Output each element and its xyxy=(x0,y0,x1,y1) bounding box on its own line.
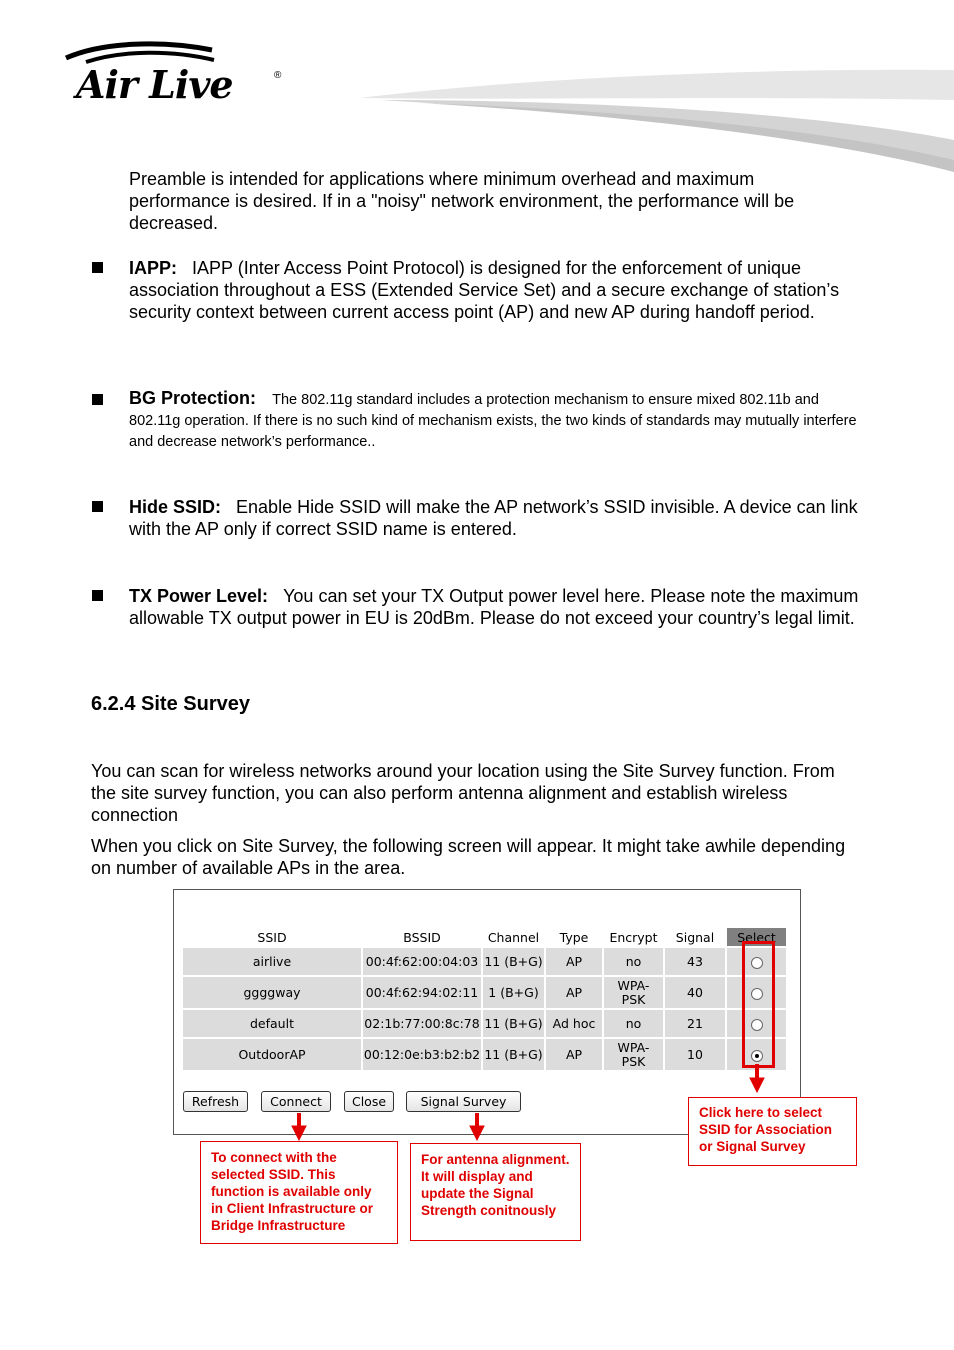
registered-mark: ® xyxy=(274,70,282,81)
cell-type: Ad hoc xyxy=(546,1010,602,1037)
bullet-square-icon xyxy=(92,501,103,512)
logo-text: Air Live xyxy=(76,62,233,107)
col-channel-header: Channel xyxy=(487,929,540,945)
cell-channel: 1 (B+G) xyxy=(483,977,544,1008)
callout-connect: To connect with the selected SSID. This function is available only in Client Infrastructure or Bridge Infrastructure xyxy=(200,1141,398,1244)
section-paragraph-1: You can scan for wireless networks around your location using the Site Survey function. From the site survey function, you can also perform antenna alignment and establish wireless connection xyxy=(91,761,835,825)
cell-bssid: 02:1b:77:00:8c:78 xyxy=(363,1010,481,1037)
bullet-square-icon xyxy=(92,262,103,273)
cell-ssid: airlive xyxy=(183,948,361,975)
preamble-paragraph: Preamble is intended for applications where minimum overhead and maximum performance is desired. If in a "noisy" network environment, the performance will be decreased. xyxy=(129,169,795,233)
bullet-label: Hide SSID: xyxy=(129,497,222,517)
cell-signal: 21 xyxy=(665,1010,725,1037)
cell-signal: 40 xyxy=(665,977,725,1008)
cell-type: AP xyxy=(546,977,602,1008)
cell-encrypt: WPA- PSK xyxy=(604,977,663,1008)
table-row xyxy=(183,948,786,975)
col-bssid-header: BSSID xyxy=(403,929,441,945)
callout-select: Click here to select SSID for Association or Signal Survey xyxy=(688,1097,857,1166)
bullet-label: BG Protection: xyxy=(129,388,257,408)
cell-bssid: 00:12:0e:b3:b2:b2 xyxy=(363,1039,481,1070)
col-encrypt-header: Encrypt xyxy=(609,929,658,945)
cell-ssid: OutdoorAP xyxy=(183,1039,361,1070)
bullet-bg-protection xyxy=(129,388,864,453)
cell-encrypt: WPA- PSK xyxy=(604,1039,663,1070)
col-signal-header: Signal xyxy=(675,929,715,945)
bullet-tx-power xyxy=(129,585,859,629)
cell-ssid: default xyxy=(183,1010,361,1037)
airlive-logo xyxy=(62,40,292,110)
bullet-text: You can set your TX Output power level here. Please note the maximum allowable TX output power in EU is 20dBm. Please do not exceed your country’s legal limit. xyxy=(129,586,859,628)
table-row xyxy=(183,977,786,1008)
select-column-highlight xyxy=(742,941,775,1068)
cell-bssid: 00:4f:62:94:02:11 xyxy=(363,977,481,1008)
bullet-text: IAPP (Inter Access Point Protocol) is designed for the enforcement of unique association throughout a ESS (Extended Service Set) and a secure exchange of station’s security context between current access point (AP) and new AP during handoff period. xyxy=(129,258,840,322)
cell-encrypt: no xyxy=(604,948,663,975)
refresh-button[interactable]: Refresh xyxy=(183,1091,248,1112)
cell-signal: 43 xyxy=(665,948,725,975)
section-heading: 6.2.4 Site Survey xyxy=(91,693,250,715)
section-paragraph-2: When you click on Site Survey, the following screen will appear. It might take awhile depending on number of available APs in the area. xyxy=(91,836,846,878)
bullet-text: Enable Hide SSID will make the AP network’s SSID invisible. A device can link with the AP only if correct SSID name is entered. xyxy=(129,497,858,539)
table-header-row xyxy=(183,928,786,946)
connect-button[interactable]: Connect xyxy=(261,1091,331,1112)
bullet-label: IAPP: xyxy=(129,258,178,278)
callout-signal-survey: For antenna alignment. It will display and update the Signal Strength conitnously xyxy=(410,1143,581,1241)
cell-encrypt: no xyxy=(604,1010,663,1037)
cell-channel: 11 (B+G) xyxy=(483,948,544,975)
table-row xyxy=(183,1010,786,1037)
cell-channel: 11 (B+G) xyxy=(483,1010,544,1037)
bullet-label: TX Power Level: xyxy=(129,586,269,606)
cell-signal: 10 xyxy=(665,1039,725,1070)
bullet-square-icon xyxy=(92,590,103,601)
cell-type: AP xyxy=(546,1039,602,1070)
bullet-square-icon xyxy=(92,394,103,405)
col-type-header: Type xyxy=(559,929,589,945)
cell-type: AP xyxy=(546,948,602,975)
signal-survey-button[interactable]: Signal Survey xyxy=(406,1091,521,1112)
bullet-iapp xyxy=(129,257,859,323)
cell-ssid: ggggway xyxy=(183,977,361,1008)
close-button[interactable]: Close xyxy=(344,1091,394,1112)
site-survey-table xyxy=(181,926,788,1072)
cell-bssid: 00:4f:62:00:04:03 xyxy=(363,948,481,975)
table-row xyxy=(183,1039,786,1070)
bullet-text: The 802.11g standard includes a protection mechanism to ensure mixed 802.11b and 802.11g operation. If there is no such kind of mechanism exists, the two kinds of standards may mutually interfere and decrease network’s performance.. xyxy=(129,392,857,450)
bullet-hide-ssid xyxy=(129,496,864,540)
cell-channel: 11 (B+G) xyxy=(483,1039,544,1070)
col-ssid-header: SSID xyxy=(257,929,287,945)
col-select-header: Select xyxy=(727,928,786,946)
